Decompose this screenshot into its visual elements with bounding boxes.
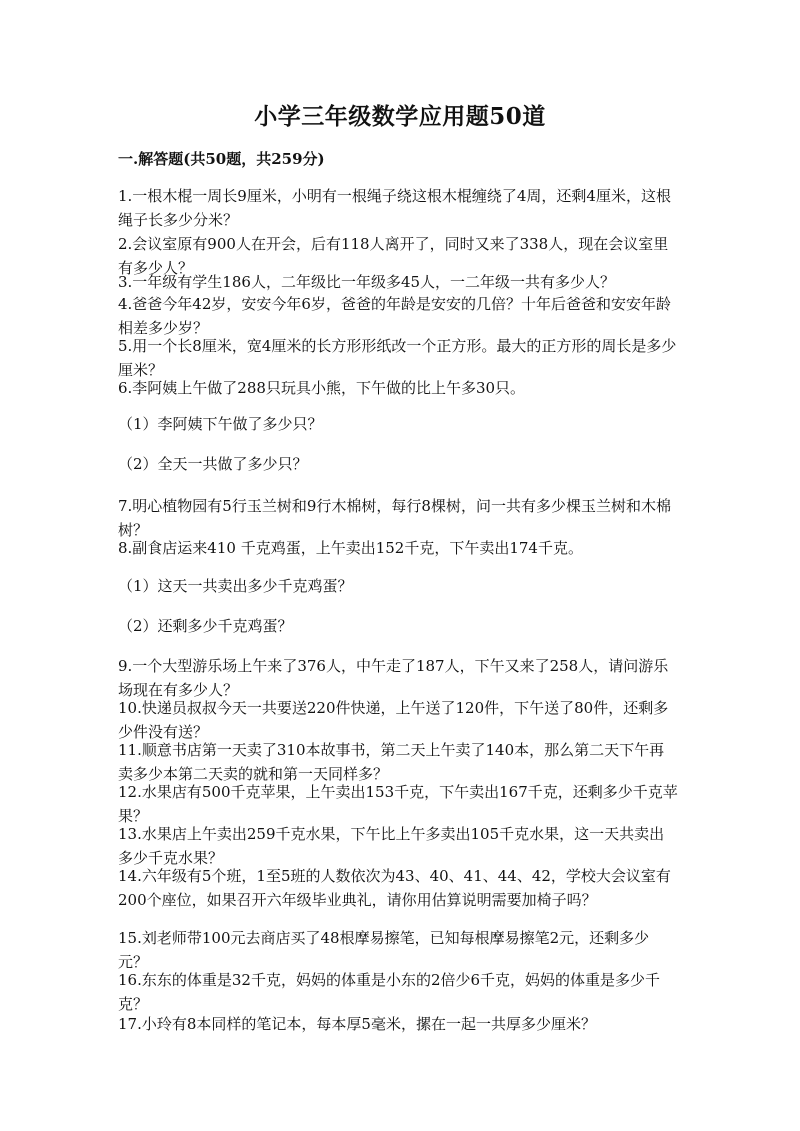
question-3: 3.一年级有学生186人，二年级比一年级多45人，一二年级一共有多少人？ — [118, 273, 616, 291]
question-10: 10.快递员叔叔今天一共要送220件快递，上午送了120件，下午送了80件，还剩多少件没有送？ — [118, 699, 669, 741]
question-6-part-1: （1）李阿姨下午做了多少只？ — [118, 415, 323, 433]
question-8-part-1: （1）这天一共卖出多少千克鸡蛋？ — [118, 577, 353, 595]
question-15: 15.刘老师带100元去商店买了48根摩易擦笔，已知每根摩易擦笔2元，还剩多少元？ — [118, 929, 650, 971]
question-16: 16.东东的体重是32千克，妈妈的体重是小东的2倍少6千克，妈妈的体重是多少千克？ — [118, 971, 661, 1013]
question-5: 5.用一个长8厘米，宽4厘米的长方形形纸改一个正方形。最大的正方形的周长是多少厘米？ — [118, 337, 677, 379]
page-title: 小学三年级数学应用题50道 — [254, 103, 546, 130]
question-1: 1.一根木棍一周长9厘米，小明有一根绳子绕这根木棍缠绕了4周，还剩4厘米，这根绳子长多少分米？ — [118, 187, 671, 229]
question-2: 2.会议室原有900人在开会，后有118人离开了，同时又来了338人，现在会议室里有多少人？ — [118, 235, 669, 277]
question-14: 14.六年级有5个班，1至5班的人数依次为43、40、41、44、42，学校大会议室有200个座位，如果召开六年级毕业典礼，请你用估算说明需要加椅子吗？ — [118, 867, 671, 909]
question-6: 6.李阿姨上午做了288只玩具小熊，下午做的比上午多30只。 — [118, 379, 526, 397]
question-11: 11.顺意书店第一天卖了310本故事书，第二天上午卖了140本，那么第二天下午再卖多少本第二天卖的就和第一天同样多？ — [118, 741, 665, 783]
question-17: 17.小玲有8本同样的笔记本，每本厚5毫米，摞在一起一共厚多少厘米？ — [118, 1015, 596, 1033]
section-heading: 一.解答题(共50题，共259分) — [118, 150, 325, 168]
question-6-part-2: （2）全天一共做了多少只？ — [118, 455, 308, 473]
question-13: 13.水果店上午卖出259千克水果，下午比上午多卖出105千克水果，这一天共卖出多少千克水果？ — [118, 825, 665, 867]
question-8-part-2: （2）还剩多少千克鸡蛋？ — [118, 617, 293, 635]
question-8: 8.副食店运来410 千克鸡蛋，上午卖出152千克，下午卖出174千克。 — [118, 539, 583, 557]
question-12: 12.水果店有500千克苹果，上午卖出153千克，下午卖出167千克，还剩多少千克苹果？ — [118, 783, 678, 825]
question-7: 7.明心植物园有5行玉兰树和9行木棉树，每行8棵树，问一共有多少棵玉兰树和木棉树？ — [118, 497, 671, 539]
question-9: 9.一个大型游乐场上午来了376人，中午走了187人，下午又来了258人，请问游乐场现在有多少人？ — [118, 657, 669, 699]
question-4: 4.爸爸今年42岁，安安今年6岁，爸爸的年龄是安安的几倍？十年后爸爸和安安年龄相差多少岁？ — [118, 295, 671, 337]
